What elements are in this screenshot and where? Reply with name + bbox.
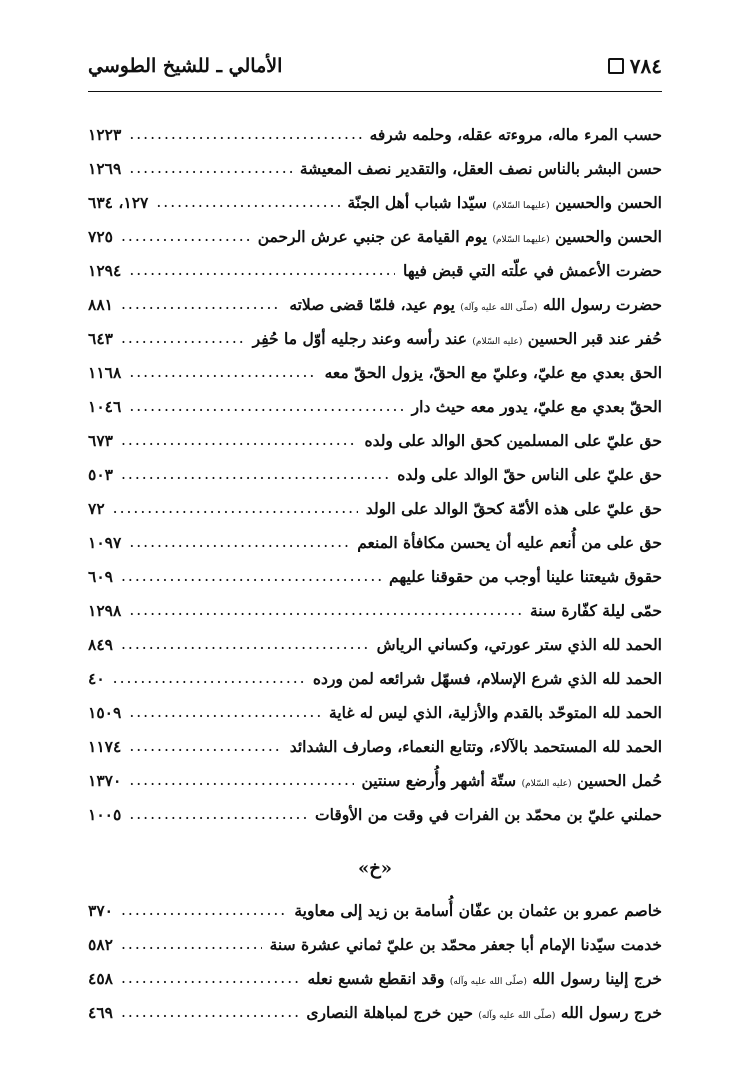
entry-phrase-cont: يوم القيامة عن جنبي عرش الرحمن xyxy=(257,226,488,246)
entry-phrase-cont: ستّة أشهر وأُرضع سنتين xyxy=(361,770,517,790)
dot-leader xyxy=(129,533,349,551)
index-entry xyxy=(88,627,662,661)
index-entry xyxy=(88,389,662,423)
entry-phrase: خرج رسول الله xyxy=(560,1002,662,1022)
index-entry xyxy=(88,559,662,593)
entry-number: ٧٢ xyxy=(88,498,105,518)
entry-number: ١٣٧٠ xyxy=(88,770,122,790)
page-header xyxy=(88,50,662,82)
index-entry xyxy=(88,961,662,995)
index-entry xyxy=(88,355,662,389)
index-entry xyxy=(88,593,662,627)
index-entry xyxy=(88,457,662,491)
entry-number: ١٢٦٩ xyxy=(88,158,122,178)
entry-phrase: الحق بعدي مع عليّ، وعليّ مع الحقّ، يزول الحقّ معه xyxy=(324,362,662,382)
index-entry xyxy=(88,729,662,763)
entry-text xyxy=(306,1003,662,1022)
entry-phrase: خاصم عمرو بن عثمان بن عفّان أُسامة بن زيد إلى معاوية xyxy=(294,900,662,920)
entry-number: ١٠٠٥ xyxy=(88,804,122,824)
entry-phrase-cont: وقد انقطع شسع نعله xyxy=(307,968,445,988)
entry-number: ١١٦٨ xyxy=(88,362,122,382)
index-entry xyxy=(88,423,662,457)
entry-number: ٤٠ xyxy=(88,668,105,688)
dot-leader xyxy=(129,261,395,279)
entry-phrase: حق عليّ على المسلمين كحق الوالد على ولده xyxy=(364,430,662,450)
honorific: (عليه السّلام) xyxy=(472,336,523,347)
entry-phrase: حق عليّ على الناس حقّ الوالد على ولده xyxy=(397,464,662,484)
entry-phrase-cont: حين خرج لمباهلة النصارى xyxy=(306,1002,473,1022)
honorific: (عليه السّلام) xyxy=(521,778,572,789)
index-entry xyxy=(88,661,662,695)
honorific: (صلّى الله عليه وآله) xyxy=(460,302,538,313)
entry-text xyxy=(270,935,662,954)
index-entry xyxy=(88,927,662,961)
entry-text xyxy=(364,431,662,450)
index-entry xyxy=(88,185,662,219)
entry-text xyxy=(290,737,662,756)
entry-phrase: الحمد لله المستحمد بالآلاء، وتتابع النعماء، وصارف الشدائد xyxy=(289,736,662,756)
entry-phrase: حُفر عند قبر الحسين xyxy=(527,328,662,348)
entry-number: ٣٧٠ xyxy=(88,900,113,920)
entry-text xyxy=(253,329,662,348)
entry-text xyxy=(370,125,662,144)
entry-phrase: حُمل الحسين xyxy=(576,770,662,790)
entry-number: ٧٢٥ xyxy=(88,226,113,246)
index-entry xyxy=(88,253,662,287)
entry-text xyxy=(530,601,662,620)
entry-phrase: الحسن والحسين xyxy=(555,226,662,246)
entry-phrase: حضرت رسول الله xyxy=(542,294,662,314)
entry-number: ١٢٩٤ xyxy=(88,260,122,280)
entry-number: ٥٨٢ xyxy=(88,934,113,954)
entry-phrase: حسب المرء ماله، مروءته عقله، وحلمه شرفه xyxy=(369,124,662,144)
dot-leader xyxy=(129,737,281,755)
entry-text xyxy=(329,703,662,722)
dot-leader xyxy=(121,227,250,245)
entry-phrase: حمّى ليلة كفّارة سنة xyxy=(529,600,662,620)
dot-leader xyxy=(156,193,339,211)
entry-number: ١١٧٤ xyxy=(88,736,122,756)
running-title: الأمالي ـ للشيخ الطوسي xyxy=(88,55,283,77)
entry-number: ١٥٠٩ xyxy=(88,702,122,722)
entry-number: ٨٤٩ xyxy=(88,634,113,654)
entry-text xyxy=(258,227,662,246)
entry-text xyxy=(307,969,662,988)
entry-text xyxy=(366,499,662,518)
entry-phrase-cont: سيّدا شباب أهل الجنّة xyxy=(347,192,488,212)
entry-text xyxy=(348,193,662,212)
entry-number: ١٢٩٨ xyxy=(88,600,122,620)
dot-leader xyxy=(121,295,281,313)
dot-leader xyxy=(121,935,262,953)
entry-phrase: حملني عليّ بن محمّد بن الفرات في وقت من الأوقات xyxy=(315,804,662,824)
entry-text xyxy=(377,635,662,654)
entry-phrase: حق عليّ على هذه الأمّة كحقّ الوالد على الولد xyxy=(365,498,662,518)
entry-phrase: حضرت الأعمش في علّته التي قبض فيها xyxy=(402,260,662,280)
entry-number: ٥٠٣ xyxy=(88,464,113,484)
dot-leader xyxy=(121,1003,298,1021)
entry-phrase: حق على من أُنعم عليه أن يحسن مكافأة المنعم xyxy=(357,532,662,552)
entry-number: ٨٨١ xyxy=(88,294,113,314)
entry-text xyxy=(403,261,662,280)
entry-number: ٤٥٨ xyxy=(88,968,113,988)
entry-phrase: الحقّ بعدي مع عليّ، يدور معه حيث دار xyxy=(411,396,662,416)
entry-number: ١٢٧، ٦٣٤ xyxy=(88,192,149,212)
index-entry xyxy=(88,491,662,525)
dot-leader xyxy=(121,635,369,653)
honorific: (صلّى الله عليه وآله) xyxy=(478,1010,556,1021)
dot-leader xyxy=(121,969,300,987)
page-number-group xyxy=(608,54,662,78)
dot-leader xyxy=(121,901,286,919)
index-entry xyxy=(88,893,662,927)
dot-leader xyxy=(121,465,389,483)
dot-leader xyxy=(129,805,307,823)
honorific: (عليهما السّلام) xyxy=(492,200,550,211)
entry-phrase: الحسن والحسين xyxy=(555,192,662,212)
entry-phrase: حسن البشر بالناس نصف العقل، والتقدير نصف المعيشة xyxy=(299,158,662,178)
entry-phrase: خرج إلينا رسول الله xyxy=(532,968,662,988)
index-entry xyxy=(88,995,662,1029)
entry-phrase: حقوق شيعتنا علينا أوجب من حقوقنا عليهم xyxy=(389,566,662,586)
dot-leader xyxy=(129,397,403,415)
square-icon xyxy=(608,58,624,74)
dot-leader xyxy=(121,431,356,449)
entry-number: ٦٤٣ xyxy=(88,328,113,348)
section-heading: «خ» xyxy=(357,858,393,879)
entry-number: ٤٦٩ xyxy=(88,1002,113,1022)
entry-number: ١٠٤٦ xyxy=(88,396,122,416)
dot-leader xyxy=(129,125,361,143)
entry-number: ٦٧٣ xyxy=(88,430,113,450)
index-entry xyxy=(88,219,662,253)
index-entry xyxy=(88,117,662,151)
entry-text xyxy=(389,567,662,586)
entry-text xyxy=(300,159,662,178)
entry-text xyxy=(412,397,662,416)
dot-leader xyxy=(129,703,321,721)
dot-leader xyxy=(129,159,292,177)
dot-leader xyxy=(129,771,353,789)
entry-number: ١٠٩٧ xyxy=(88,532,122,552)
entry-phrase-cont: يوم عيد، فلمّا قضى صلاته xyxy=(289,294,455,314)
page-number: ٧٨٤ xyxy=(629,54,662,78)
entry-phrase-cont: عند رأسه وعند رجليه أوّل ما حُفِر xyxy=(252,328,467,348)
entry-text xyxy=(397,465,662,484)
entry-text xyxy=(325,363,662,382)
entry-number: ١٢٢٣ xyxy=(88,124,122,144)
dot-leader xyxy=(129,363,316,381)
entry-text xyxy=(357,533,662,552)
dot-leader xyxy=(121,329,245,347)
index-entry xyxy=(88,695,662,729)
entry-text xyxy=(362,771,663,790)
entry-text xyxy=(289,295,662,314)
index-entry xyxy=(88,525,662,559)
honorific: (عليهما السّلام) xyxy=(492,234,550,245)
index-entry xyxy=(88,797,662,831)
dot-leader xyxy=(121,567,381,585)
entry-phrase: الحمد لله الذي شرع الإسلام، فسهّل شرائعه لمن ورده xyxy=(312,668,662,688)
index-list-ha xyxy=(88,117,662,831)
header-rule xyxy=(88,91,662,92)
index-entry xyxy=(88,763,662,797)
entry-phrase: الحمد لله الذي ستر عورتي، وكساني الرياش xyxy=(376,634,662,654)
dot-leader xyxy=(113,499,358,517)
index-entry xyxy=(88,287,662,321)
honorific: (صلّى الله عليه وآله) xyxy=(449,976,527,987)
dot-leader xyxy=(113,669,305,687)
index-list-kha xyxy=(88,893,662,1029)
entry-phrase: خدمت سيّدنا الإمام أبا جعفر محمّد بن عليّ ثماني عشرة سنة xyxy=(269,934,662,954)
entry-text xyxy=(315,805,662,824)
dot-leader xyxy=(129,601,522,619)
index-entry xyxy=(88,321,662,355)
entry-number: ٦٠٩ xyxy=(88,566,113,586)
entry-text xyxy=(313,669,662,688)
entry-text xyxy=(294,901,662,920)
entry-phrase: الحمد لله المتوحّد بالقدم والأزلية، الذي ليس له غاية xyxy=(329,702,662,722)
index-entry xyxy=(88,151,662,185)
